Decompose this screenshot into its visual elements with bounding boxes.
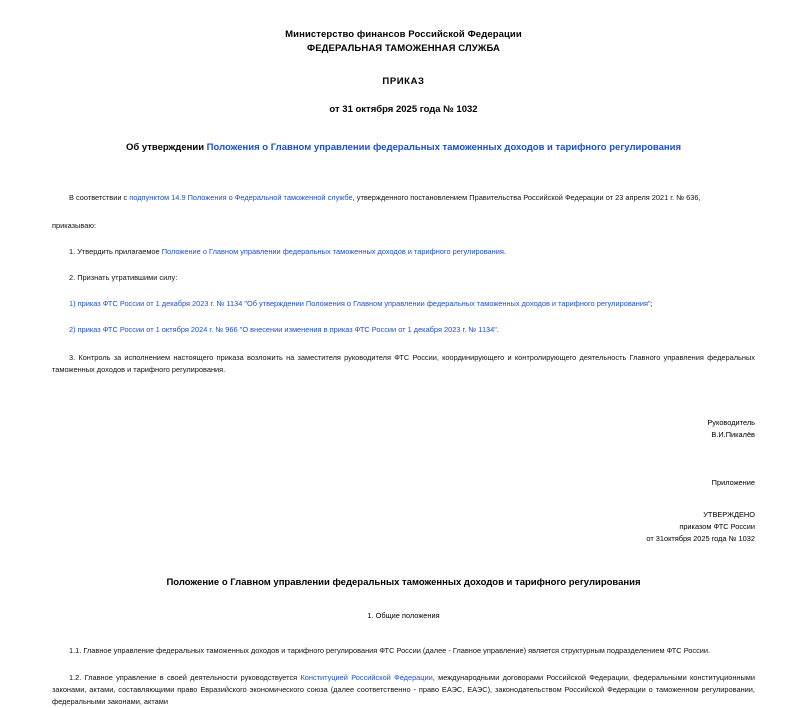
document-type: ПРИКАЗ (382, 76, 425, 87)
preamble-paragraph (52, 192, 755, 204)
section-heading-1: 1. Общие положения (367, 611, 440, 620)
constitution-link[interactable]: Конституцией Российской Федерации (300, 673, 433, 682)
approved-line-3: от 31октября 2025 года № 1032 (646, 534, 755, 543)
subitem-2-link[interactable]: 2) приказ ФТС России от 1 октября 2024 г. № 966 "О внесении изменения в приказ ФТС России от 1 декабря 2023 г. № 1134" (69, 325, 497, 334)
item-1-after: . (503, 247, 506, 256)
document-title (52, 141, 755, 155)
subitem-1 (52, 298, 755, 310)
document-title-prefix: Об утверждении (125, 142, 207, 153)
subitem-2-after: . (496, 325, 499, 334)
paragraph-1-1: 1.1. Главное управление федеральных таможенных доходов и тарифного регулирования ФТС России (далее - Главное управление) является структурным подразделением ФТС России. (69, 646, 711, 655)
item-1 (52, 246, 755, 258)
approved-line-1: УТВЕРЖДЕНО (703, 510, 755, 519)
order-word: приказываю: (52, 221, 96, 230)
item-3: 3. Контроль за исполнением настоящего приказа возложить на заместителя руководителя ФТС России, координирующего и контролирующего деятельность Главного управления федеральных таможенных доходов и тарифного регулирования. (52, 353, 755, 374)
preamble-link[interactable]: подпунктом 14.9 Положения о Федеральной таможенной службе (129, 193, 353, 202)
paragraph-1-2-before: 1.2. Главное управление в своей деятельности руководствуется (69, 673, 301, 682)
regulation-title: Положение о Главном управлении федеральных таможенных доходов и тарифного регулирования (166, 577, 641, 588)
signature-name: В.И.Пикалёв (711, 430, 755, 439)
subitem-1-link[interactable]: 1) приказ ФТС России от 1 декабря 2023 г. № 1134 "Об утверждении Положения о Главном управлении федеральных таможенных доходов и тарифного регулирования" (69, 299, 651, 308)
document-title-link[interactable]: Положения о Главном управлении федеральных таможенных доходов и тарифного регулирования (206, 142, 682, 153)
item-2: 2. Признать утратившими силу: (69, 273, 178, 282)
paragraph-1-2 (52, 672, 755, 708)
subitem-1-after: ; (650, 299, 653, 308)
preamble-before: В соответствии с (69, 193, 130, 202)
preamble-after: , утвержденного постановлением Правительства Российской Федерации от 23 апреля 2021 г. № 636, (352, 193, 701, 202)
ministry-heading: Министерство финансов Российской Федерации (285, 29, 522, 40)
paragraph-1-2-after: , международными договорами Российской Федерации, федеральными конституционными законами, актами, составляющими право Евразийского экономического союза (далее соответственно - право ЕАЭС, ЕАЭС), законодательством Российской Федерации о таможенном регулировании, федеральными законами, актами (52, 673, 756, 706)
service-heading: ФЕДЕРАЛЬНАЯ ТАМОЖЕННАЯ СЛУЖБА (307, 43, 500, 54)
item-1-before: 1. Утвердить прилагаемое (69, 247, 162, 256)
item-1-link[interactable]: Положение о Главном управлении федеральных таможенных доходов и тарифного регулирования (161, 247, 504, 256)
signature-position: Руководитель (707, 418, 755, 427)
approved-line-2: приказом ФТС России (679, 522, 755, 531)
subitem-2 (52, 324, 755, 336)
appendix-label: Приложение (711, 478, 755, 487)
signature-block (52, 417, 755, 441)
document-date-number: от 31 октября 2025 года № 1032 (329, 104, 478, 115)
approved-block (52, 509, 755, 545)
